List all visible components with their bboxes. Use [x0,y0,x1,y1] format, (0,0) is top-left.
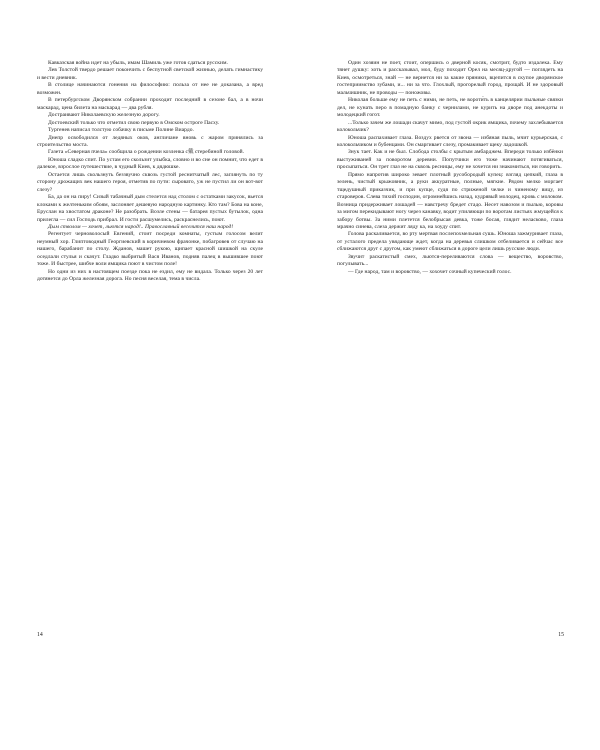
paragraph: — Где народ, там и воровство, — хохочет сочный купеческий голос. [348,268,512,275]
paragraph: Лев Толстой твердо решает покончить с беспутной светской жизнью, делать гимнастику и вести дневник. [37,67,263,81]
paragraph: В столице начинаются гонения на философию: польза от нее не доказана, а вред возможен. [37,82,263,96]
paragraph: Остается лишь скользнуть беззвучно сквозь густой реснитчатый лес, заглянуть по ту сторону дрожащих век нашего героя, отметив по пути: сыровато, уж не пустил ли он вот-вот слезу? [37,171,263,193]
page-right-textblock [337,60,563,276]
paragraph: Газета «Северная пчела» сообщила о рождении козленка с戴 стеребиной головой. [48,149,245,156]
paragraph: Кавказская война идет на убыль, имам Шамиль уже готов сдаться русским. [48,60,228,66]
paragraph: Днепр освободился от ледяных оков, англичане вновь с жаром принялись за строительство моста. [37,134,263,148]
paragraph: Регентует черноволосый Евгений, стоит посреди комнаты, густым голосом велит неумный хор. Глиптоводный Георгиевский в коричневом фрачонке, побагровев от случаю на нашего, барабанит по столу. Жданов, машет рукою, щипает красной шишкой на скуле оседлали стулья и скачут. Гладко выбритый Вася Иванов, подняв палец в вышившее поют тоже. И быстрее, шибче воли ямщика поют в чистом поле! [37,231,263,268]
page-left-textblock [37,60,263,284]
paragraph: Один хозяин не поет, стоит, опершись о дверной косяк, смотрит, будто издалека. Ему тянет душку: хоть и рассказывал, мол, буду походит Орел на месяц-другой — поглядеть на Киев, осмотреться, знай — не вернется ни за какие пряники, вцепится в скупое дворянское гостеприимство зубами, и... ни за что. Глохлый, прогорелый город, прощай. И не здоровый мальчишник, не проводы — поножовы. [337,60,563,96]
paragraph: Голова раскаливается, во рту мертвая послепохмельная сушь. Юноша зажмуривает глаза, от усталого предела увядающе ждет, когда на деревья слишком отбеливается и сейчас все сближаются друг с другом, как умеют сближаться в дороге цели лишь русские люди. [337,231,563,253]
paragraph: Николая больше ему не петь с ними, не петь, не вороти́ть в канцелярии пыльные связки дел, не кунать перо в помадную банку с чернилами, не курить на дворе под анекдоты и молодецкий гогот. [337,97,563,119]
page-right [300,0,600,750]
paragraph: В петербургском Дворянском собрании проходит последний в сезоне бал, а в ночи маскарад, цена билета на маскарад — два рубля. [37,97,263,111]
paragraph: Достраивают Николаевскую железную дорогу. [48,112,160,119]
paragraph: Но одни из них в настоящем поезде пока не ездил, ему не видала. Только через 20 лет дотянется до Орла железная дорога. Но песня веселая, тема в числа. [37,268,263,283]
paragraph: Юноша сладко спит. По устам его скользит улыбка, словно и во сне он помнит, что едет в далекое, взрослое путешествие, в чудный Киев, к дядюшке. [37,156,263,171]
paragraph-song-quote: Дым стволом — хочет, льются народ!.. Православный веселится наш народ! [48,223,234,230]
paragraph: Юноша распахивает глаза. Воздух рвется от звона — избяная пыль, мчит курьерская, с колокольчиком и бубенцами. Он смаргивает слезу, промакивает щеку ладошкой. [337,134,563,148]
page-number-left: 14 [37,632,43,638]
paragraph: Знук тает. Как и не был. Слобода столбы с крытым амбарджем. Впереди только избёнки выстуживаней за поворотом деревни. Попутчики его тоже начинают потягиваться, просыпаться. Он трет глаз не на сквозь ресницы, ему не хочется ни знакомиться, ни говорить. [337,149,563,171]
paragraph: Звучит раскатистый смех, льются-переливаются слова — вещество, воровство, погулывать... [337,253,563,268]
paragraph: Прямо напротив широко зевает плотный русобородый купец: взгляд цепкий, глаза в зелень, чистый крыжовник, а руки аккуратные, полные, мягкие. Рядом мелко моргает тщедушный приказчик, и при купце, судя по стриженой челке и чиненому вицу, из староверов. Слева тихий господин, огромнейшись назад, кудрявый молодец, кровь с молоком. Возница придерживает лошадей — навстречу бредет стадо. Несет навозом и пылью, коровы за мигом перекидывают ногу через канавку, водит упиляющи по воротам листьях жмущейся к забору ботвы. За ними плетется белобрысая девка, тоже босая, глядит неласково, глаза мрачно синева, слеза держит ляду ка, на хоуду спит. [337,171,563,230]
paragraph: ...Только зачем же лошади скачут мимо, под густой окрик ямщика, почему захлебывается колокольчик? [337,119,563,134]
paragraph: Тургенев написал толстую собачку в письме Полине Виардо. [48,127,194,134]
paragraph: Достоевский только что отметил свою первую в Омском остроге Пасху. [48,119,220,126]
page-number-right: 15 [558,632,564,638]
paragraph: Ба, да он на пиру! Сизый табачный дым стелется над столом с остатками закусок, вьется клоками к желтеньким обоям, заслоняет дешевую народную картинку. Кто там? Бова на коне, Еруслан на хвостатом драконе? Не разобрать. Возле стены — батарея пустых бутылок, одна прилегла — сил Господь прибрал. И гости расшумелись, раскраснелись, поют. [37,194,263,223]
